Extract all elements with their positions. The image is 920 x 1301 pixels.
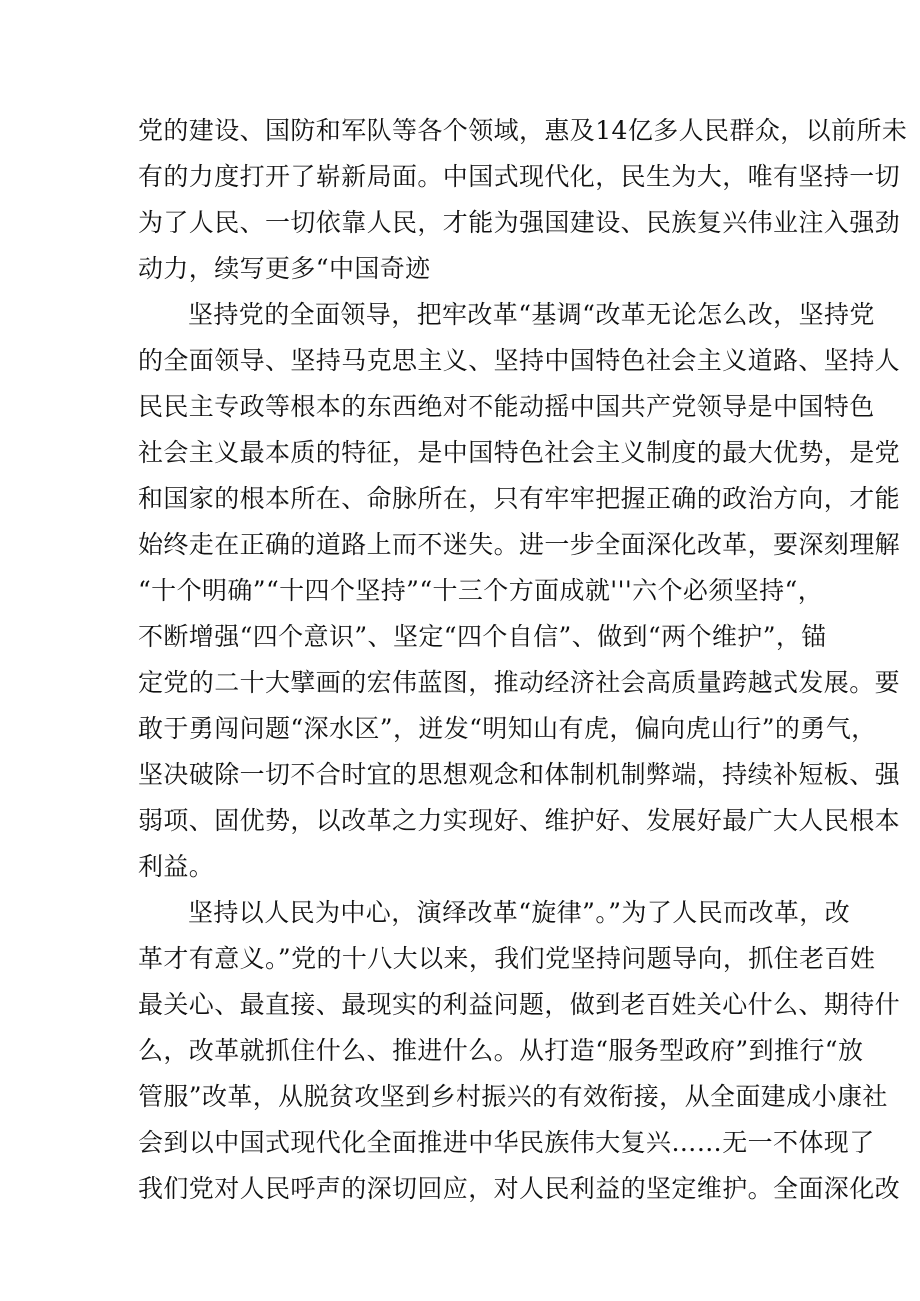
text-line: 为了人民、一切依靠人民，才能为强国建设、民族复兴伟业注入强劲 [138, 208, 901, 237]
text-line: 不断增强“四个意识”、坚定“四个自信”、做到“两个维护”，锚 [138, 622, 827, 651]
text-line: 么，改革就抓住什么、推进什么。从打造“服务型政府”到推行“放 [138, 1036, 864, 1065]
text-line: 和国家的根本所在、命脉所在，只有牢牢把握正确的政治方向，才能 [138, 484, 901, 513]
text-line: “十个明确”“十四个坚持”“十三个方面成就'''六个必须坚持“， [138, 576, 824, 605]
text-line: 定党的二十大擘画的宏伟蓝图，推动经济社会高质量跨越式发展。要 [138, 668, 901, 697]
text-line: 动力，续写更多“中国奇迹 [138, 254, 431, 283]
text-line: 党的建设、国防和军队等各个领域，惠及14亿多人民群众，以前所未 [138, 116, 908, 145]
text-line: 始终走在正确的道路上而不迷失。进一步全面深化改革，要深刻理解 [138, 530, 901, 559]
text-line: 我们党对人民呼声的深切回应，对人民利益的坚定维护。全面深化改 [138, 1174, 901, 1203]
text-line: 革才有意义。”党的十八大以来，我们党坚持问题导向，抓住老百姓 [138, 944, 876, 973]
text-line: 会到以中国式现代化全面推进中华民族伟大复兴……无一不体现了 [138, 1128, 875, 1157]
text-line: 最关心、最直接、最现实的利益问题，做到老百姓关心什么、期待什 [138, 990, 901, 1019]
text-line: 利益。 [138, 852, 215, 881]
text-line: 弱项、固优势，以改革之力实现好、维护好、发展好最广大人民根本 [138, 806, 901, 835]
text-line: 社会主义最本质的特征，是中国特色社会主义制度的最大优势，是党 [138, 438, 901, 467]
text-line: 坚决破除一切不合时宜的思想观念和体制机制弊端，持续补短板、强 [138, 760, 901, 789]
text-line: 有的力度打开了崭新局面。中国式现代化，民生为大，唯有坚持一切 [138, 162, 901, 191]
text-line: 敢于勇闯问题“深水区”，迸发“明知山有虎，偏向虎山行”的勇气， [138, 714, 877, 743]
text-line: 管服”改革，从脱贫攻坚到乡村振兴的有效衔接，从全面建成小康社 [138, 1082, 888, 1111]
text-line: 的全面领导、坚持马克思主义、坚持中国特色社会主义道路、坚持人 [138, 346, 901, 375]
paragraph-start-line: 坚持以人民为中心，演绎改革“旋律”。”为了人民而改革，改 [188, 898, 851, 927]
paragraph-start-line: 坚持党的全面领导，把牢改革“基调“改革无论怎么改，坚持党 [188, 300, 875, 329]
text-line: 民民主专政等根本的东西绝对不能动摇中国共产党领导是中国特色 [138, 392, 875, 421]
